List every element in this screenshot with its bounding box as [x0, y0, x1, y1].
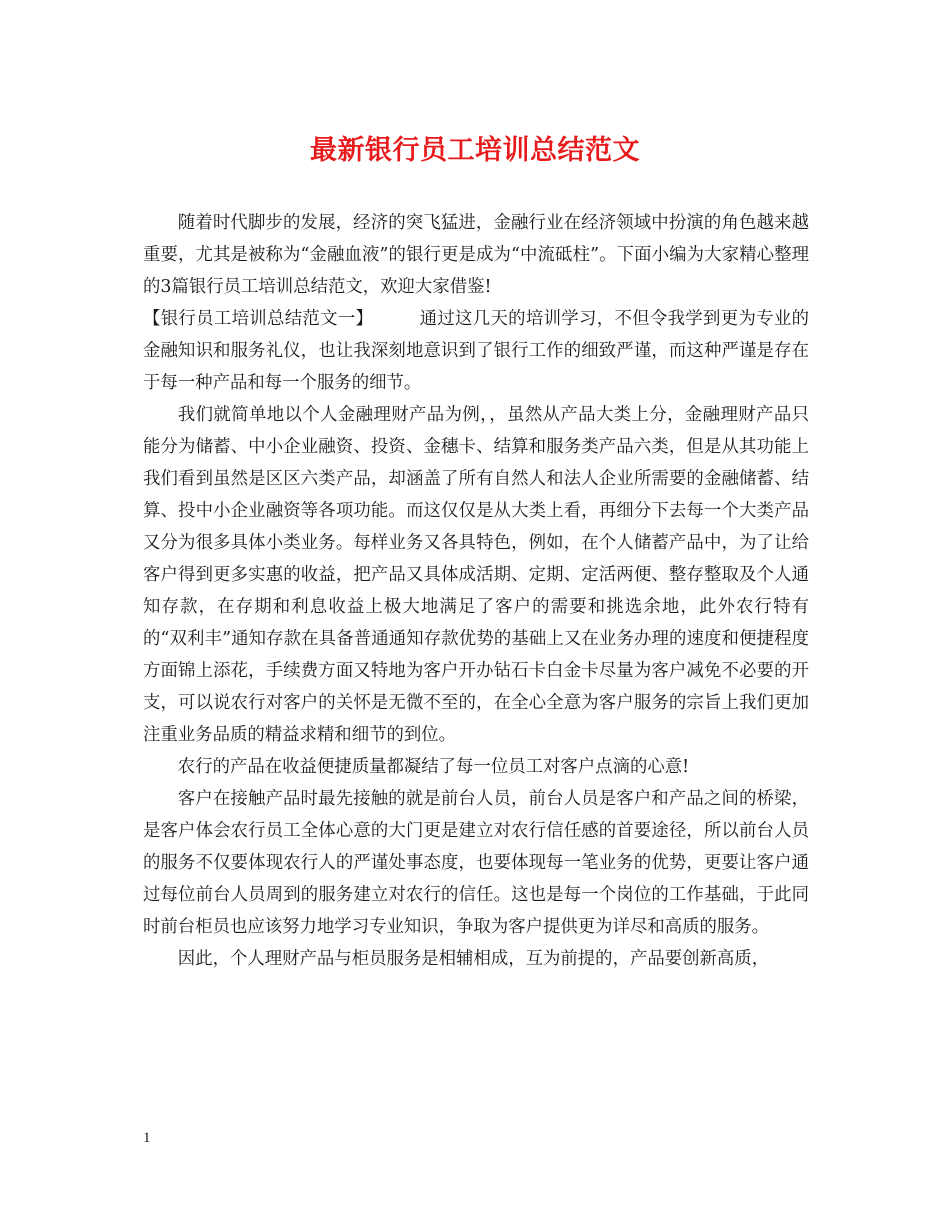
- paragraph-front-desk: 客户在接触产品时最先接触的就是前台人员，前台人员是客户和产品之间的桥梁，是客户体会农行员工全体心意的大门更是建立对农行信任感的首要途径，所以前台人员的服务不仅要体现农行人的严谨处事态度，也要体现每一笔业务的优势，更要让客户通过每位前台人员周到的服务建立对农行的信任。这也是每一个岗位的工作基础，于此同时前台柜员也应该努力地学习专业知识，争取为客户提供更为详尽和高质的服务。: [143, 789, 809, 937]
- section-heading: 【银行员工培训总结范文一】: [143, 309, 374, 329]
- document-title: 最新银行员工培训总结范文: [310, 135, 640, 166]
- paragraph-section-one: [143, 303, 809, 399]
- document-body: [143, 207, 809, 975]
- paragraph-products: 我们就简单地以个人金融理财产品为例，，虽然从产品大类上分，金融理财产品只能分为储蓄、中小企业融资、投资、金穗卡、结算和服务类产品六类，但是从其功能上我们看到虽然是区区六类产品，却涵盖了所有自然人和法人企业所需要的金融储蓄、结算、投中小企业融资等各项功能。而这仅仅是从大类上看，再细分下去每一个大类产品又分为很多具体小类业务。每样业务又各具特色，例如，在个人储蓄产品中，为了让给客户得到更多实惠的收益，把产品又具体成活期、定期、定活两便、整存整取及个人通知存款，在存期和利息收益上极大地满足了客户的需要和挑选余地，此外农行特有的“双利丰”通知存款在具备普通通知存款优势的基础上又在业务办理的速度和便捷程度方面锦上添花，手续费方面又特地为客户开办钻石卡白金卡尽量为客户减免不必要的开支，可以说农行对客户的关怀是无微不至的，在全心全意为客户服务的宗旨上我们更加注重业务品质的精益求精和细节的到位。: [143, 405, 809, 745]
- paragraph-conclusion: 因此，个人理财产品与柜员服务是相辅相成，互为前提的，产品要创新高质，: [177, 949, 770, 969]
- page-number: 1: [143, 1130, 151, 1146]
- paragraph-care: 农行的产品在收益便捷质量都凝结了每一位员工对客户点滴的心意!: [177, 757, 690, 777]
- section-text: 通过这几天的培训学习，不但令我学到更为专业的金融知识和服务礼仪，也让我深刻地意识到了银行工作的细致严谨，而这种严谨是存在于每一种产品和每一个服务的细节。: [143, 309, 809, 393]
- paragraph-intro: 随着时代脚步的发展，经济的突飞猛进，金融行业在经济领域中扮演的角色越来越重要，尤其是被称为“金融血液”的银行更是成为“中流砥柱”。下面小编为大家精心整理的3篇银行员工培训总结范文，欢迎大家借鉴!: [143, 213, 809, 297]
